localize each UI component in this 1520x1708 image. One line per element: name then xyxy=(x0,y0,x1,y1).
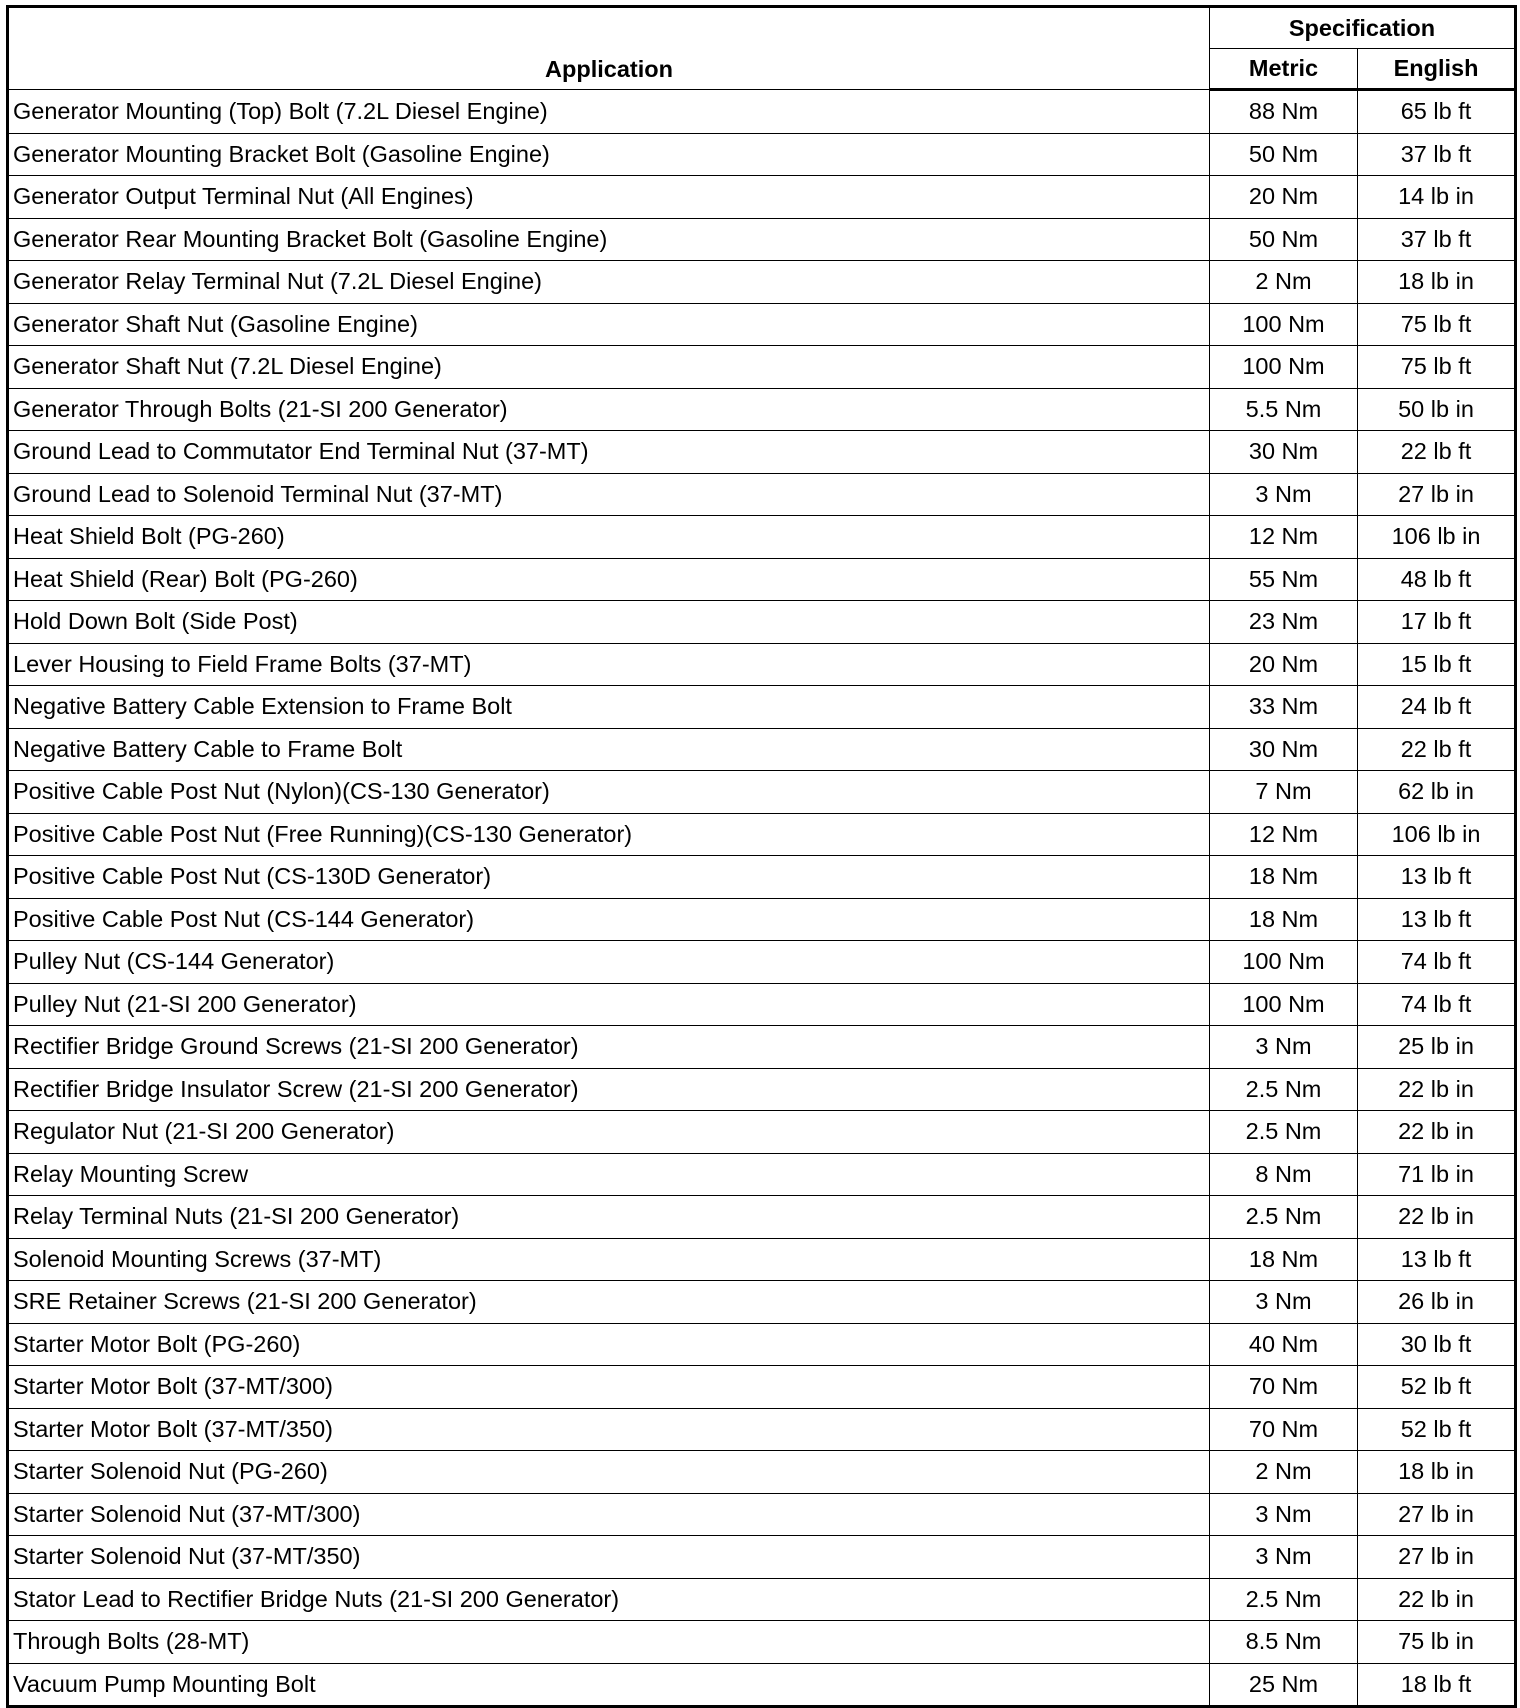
english-value-cell: 27 lb in xyxy=(1358,1493,1516,1536)
metric-value-cell: 55 Nm xyxy=(1210,558,1358,601)
application-cell: Relay Terminal Nuts (21-SI 200 Generator) xyxy=(8,1196,1210,1239)
english-value-cell: 13 lb ft xyxy=(1358,856,1516,899)
specification-group-header: Specification xyxy=(1210,7,1516,49)
application-cell: Ground Lead to Solenoid Terminal Nut (37-MT) xyxy=(8,473,1210,516)
table-body xyxy=(8,90,1516,1707)
english-value-cell: 17 lb ft xyxy=(1358,601,1516,644)
metric-value-cell: 20 Nm xyxy=(1210,176,1358,219)
english-value-cell: 25 lb in xyxy=(1358,1026,1516,1069)
english-value-cell: 18 lb in xyxy=(1358,1451,1516,1494)
english-value-cell: 22 lb ft xyxy=(1358,728,1516,771)
application-column-header: Application xyxy=(8,7,1210,90)
english-value-cell: 30 lb ft xyxy=(1358,1323,1516,1366)
english-value-cell: 37 lb ft xyxy=(1358,133,1516,176)
english-value-cell: 48 lb ft xyxy=(1358,558,1516,601)
fastener-specification-table xyxy=(6,5,1517,1708)
metric-value-cell: 20 Nm xyxy=(1210,643,1358,686)
application-cell: Generator Relay Terminal Nut (7.2L Diesel Engine) xyxy=(8,261,1210,304)
application-cell: Through Bolts (28-MT) xyxy=(8,1621,1210,1664)
application-cell: Lever Housing to Field Frame Bolts (37-MT) xyxy=(8,643,1210,686)
metric-value-cell: 2 Nm xyxy=(1210,1451,1358,1494)
table-row xyxy=(8,1281,1516,1324)
table-row xyxy=(8,176,1516,219)
english-value-cell: 50 lb in xyxy=(1358,388,1516,431)
english-value-cell: 62 lb in xyxy=(1358,771,1516,814)
metric-value-cell: 100 Nm xyxy=(1210,983,1358,1026)
english-value-cell: 52 lb ft xyxy=(1358,1408,1516,1451)
application-cell: Starter Solenoid Nut (37-MT/300) xyxy=(8,1493,1210,1536)
table-row xyxy=(8,1493,1516,1536)
metric-value-cell: 30 Nm xyxy=(1210,728,1358,771)
english-value-cell: 27 lb in xyxy=(1358,473,1516,516)
table-row xyxy=(8,856,1516,899)
application-cell: Positive Cable Post Nut (Free Running)(CS-130 Generator) xyxy=(8,813,1210,856)
table-row xyxy=(8,1621,1516,1664)
application-cell: Rectifier Bridge Insulator Screw (21-SI 200 Generator) xyxy=(8,1068,1210,1111)
table-row xyxy=(8,1663,1516,1707)
table-row xyxy=(8,133,1516,176)
table-row xyxy=(8,90,1516,134)
table-row xyxy=(8,813,1516,856)
application-cell: Stator Lead to Rectifier Bridge Nuts (21-SI 200 Generator) xyxy=(8,1578,1210,1621)
application-cell: Rectifier Bridge Ground Screws (21-SI 200 Generator) xyxy=(8,1026,1210,1069)
english-value-cell: 22 lb in xyxy=(1358,1578,1516,1621)
application-cell: Solenoid Mounting Screws (37-MT) xyxy=(8,1238,1210,1281)
english-column-header: English xyxy=(1358,49,1516,90)
metric-value-cell: 70 Nm xyxy=(1210,1408,1358,1451)
table-row xyxy=(8,1068,1516,1111)
metric-value-cell: 100 Nm xyxy=(1210,941,1358,984)
table-row xyxy=(8,388,1516,431)
metric-value-cell: 8 Nm xyxy=(1210,1153,1358,1196)
metric-value-cell: 2.5 Nm xyxy=(1210,1068,1358,1111)
metric-value-cell: 33 Nm xyxy=(1210,686,1358,729)
metric-value-cell: 3 Nm xyxy=(1210,1026,1358,1069)
table-row xyxy=(8,1323,1516,1366)
application-cell: Relay Mounting Screw xyxy=(8,1153,1210,1196)
application-cell: Starter Solenoid Nut (37-MT/350) xyxy=(8,1536,1210,1579)
table-row xyxy=(8,1238,1516,1281)
metric-value-cell: 12 Nm xyxy=(1210,813,1358,856)
english-value-cell: 15 lb ft xyxy=(1358,643,1516,686)
english-value-cell: 106 lb in xyxy=(1358,516,1516,559)
metric-value-cell: 70 Nm xyxy=(1210,1366,1358,1409)
table-row xyxy=(8,771,1516,814)
table-header xyxy=(8,7,1516,90)
application-cell: Generator Mounting (Top) Bolt (7.2L Diesel Engine) xyxy=(8,90,1210,134)
english-value-cell: 26 lb in xyxy=(1358,1281,1516,1324)
table-row xyxy=(8,558,1516,601)
table-row xyxy=(8,728,1516,771)
application-cell: Generator Output Terminal Nut (All Engines) xyxy=(8,176,1210,219)
english-value-cell: 13 lb ft xyxy=(1358,1238,1516,1281)
table-row xyxy=(8,1026,1516,1069)
metric-value-cell: 7 Nm xyxy=(1210,771,1358,814)
metric-value-cell: 3 Nm xyxy=(1210,1493,1358,1536)
table-row xyxy=(8,1196,1516,1239)
table-row xyxy=(8,346,1516,389)
english-value-cell: 75 lb ft xyxy=(1358,303,1516,346)
english-value-cell: 65 lb ft xyxy=(1358,90,1516,134)
application-cell: Positive Cable Post Nut (CS-144 Generator) xyxy=(8,898,1210,941)
english-value-cell: 106 lb in xyxy=(1358,813,1516,856)
application-cell: Generator Through Bolts (21-SI 200 Generator) xyxy=(8,388,1210,431)
application-cell: Positive Cable Post Nut (CS-130D Generator) xyxy=(8,856,1210,899)
metric-value-cell: 18 Nm xyxy=(1210,856,1358,899)
english-value-cell: 24 lb ft xyxy=(1358,686,1516,729)
metric-value-cell: 40 Nm xyxy=(1210,1323,1358,1366)
application-cell: Vacuum Pump Mounting Bolt xyxy=(8,1663,1210,1707)
english-value-cell: 27 lb in xyxy=(1358,1536,1516,1579)
table-row xyxy=(8,1111,1516,1154)
table-row xyxy=(8,1578,1516,1621)
application-cell: Positive Cable Post Nut (Nylon)(CS-130 Generator) xyxy=(8,771,1210,814)
english-value-cell: 71 lb in xyxy=(1358,1153,1516,1196)
english-value-cell: 75 lb ft xyxy=(1358,346,1516,389)
metric-column-header: Metric xyxy=(1210,49,1358,90)
fastener-spec-sheet xyxy=(6,5,1517,1708)
application-cell: Regulator Nut (21-SI 200 Generator) xyxy=(8,1111,1210,1154)
application-cell: Heat Shield (Rear) Bolt (PG-260) xyxy=(8,558,1210,601)
table-row xyxy=(8,898,1516,941)
metric-value-cell: 12 Nm xyxy=(1210,516,1358,559)
metric-value-cell: 100 Nm xyxy=(1210,346,1358,389)
table-row xyxy=(8,218,1516,261)
application-cell: Starter Motor Bolt (37-MT/350) xyxy=(8,1408,1210,1451)
application-cell: Pulley Nut (CS-144 Generator) xyxy=(8,941,1210,984)
metric-value-cell: 5.5 Nm xyxy=(1210,388,1358,431)
table-row xyxy=(8,1451,1516,1494)
english-value-cell: 14 lb in xyxy=(1358,176,1516,219)
application-cell: Negative Battery Cable to Frame Bolt xyxy=(8,728,1210,771)
metric-value-cell: 23 Nm xyxy=(1210,601,1358,644)
application-cell: Starter Motor Bolt (37-MT/300) xyxy=(8,1366,1210,1409)
english-value-cell: 22 lb in xyxy=(1358,1196,1516,1239)
application-cell: SRE Retainer Screws (21-SI 200 Generator) xyxy=(8,1281,1210,1324)
table-row xyxy=(8,516,1516,559)
metric-value-cell: 2.5 Nm xyxy=(1210,1196,1358,1239)
metric-value-cell: 18 Nm xyxy=(1210,1238,1358,1281)
table-row xyxy=(8,686,1516,729)
english-value-cell: 74 lb ft xyxy=(1358,983,1516,1026)
table-row xyxy=(8,303,1516,346)
metric-value-cell: 2.5 Nm xyxy=(1210,1578,1358,1621)
metric-value-cell: 50 Nm xyxy=(1210,218,1358,261)
english-value-cell: 75 lb in xyxy=(1358,1621,1516,1664)
table-row xyxy=(8,1536,1516,1579)
application-cell: Hold Down Bolt (Side Post) xyxy=(8,601,1210,644)
metric-value-cell: 2 Nm xyxy=(1210,261,1358,304)
table-row xyxy=(8,1366,1516,1409)
application-cell: Pulley Nut (21-SI 200 Generator) xyxy=(8,983,1210,1026)
english-value-cell: 13 lb ft xyxy=(1358,898,1516,941)
metric-value-cell: 30 Nm xyxy=(1210,431,1358,474)
application-cell: Generator Shaft Nut (Gasoline Engine) xyxy=(8,303,1210,346)
application-cell: Negative Battery Cable Extension to Frame Bolt xyxy=(8,686,1210,729)
metric-value-cell: 18 Nm xyxy=(1210,898,1358,941)
application-cell: Generator Rear Mounting Bracket Bolt (Gasoline Engine) xyxy=(8,218,1210,261)
table-row xyxy=(8,941,1516,984)
english-value-cell: 22 lb in xyxy=(1358,1068,1516,1111)
application-cell: Ground Lead to Commutator End Terminal Nut (37-MT) xyxy=(8,431,1210,474)
english-value-cell: 74 lb ft xyxy=(1358,941,1516,984)
metric-value-cell: 88 Nm xyxy=(1210,90,1358,134)
metric-value-cell: 3 Nm xyxy=(1210,473,1358,516)
metric-value-cell: 50 Nm xyxy=(1210,133,1358,176)
table-row xyxy=(8,983,1516,1026)
table-row xyxy=(8,1153,1516,1196)
english-value-cell: 52 lb ft xyxy=(1358,1366,1516,1409)
english-value-cell: 22 lb in xyxy=(1358,1111,1516,1154)
english-value-cell: 22 lb ft xyxy=(1358,431,1516,474)
table-row xyxy=(8,261,1516,304)
application-cell: Generator Shaft Nut (7.2L Diesel Engine) xyxy=(8,346,1210,389)
table-row xyxy=(8,1408,1516,1451)
metric-value-cell: 25 Nm xyxy=(1210,1663,1358,1707)
table-row xyxy=(8,431,1516,474)
application-cell: Generator Mounting Bracket Bolt (Gasoline Engine) xyxy=(8,133,1210,176)
table-row xyxy=(8,601,1516,644)
english-value-cell: 18 lb ft xyxy=(1358,1663,1516,1707)
metric-value-cell: 2.5 Nm xyxy=(1210,1111,1358,1154)
application-cell: Starter Motor Bolt (PG-260) xyxy=(8,1323,1210,1366)
table-row xyxy=(8,643,1516,686)
application-cell: Starter Solenoid Nut (PG-260) xyxy=(8,1451,1210,1494)
english-value-cell: 37 lb ft xyxy=(1358,218,1516,261)
metric-value-cell: 100 Nm xyxy=(1210,303,1358,346)
english-value-cell: 18 lb in xyxy=(1358,261,1516,304)
application-cell: Heat Shield Bolt (PG-260) xyxy=(8,516,1210,559)
metric-value-cell: 8.5 Nm xyxy=(1210,1621,1358,1664)
metric-value-cell: 3 Nm xyxy=(1210,1536,1358,1579)
table-row xyxy=(8,473,1516,516)
metric-value-cell: 3 Nm xyxy=(1210,1281,1358,1324)
